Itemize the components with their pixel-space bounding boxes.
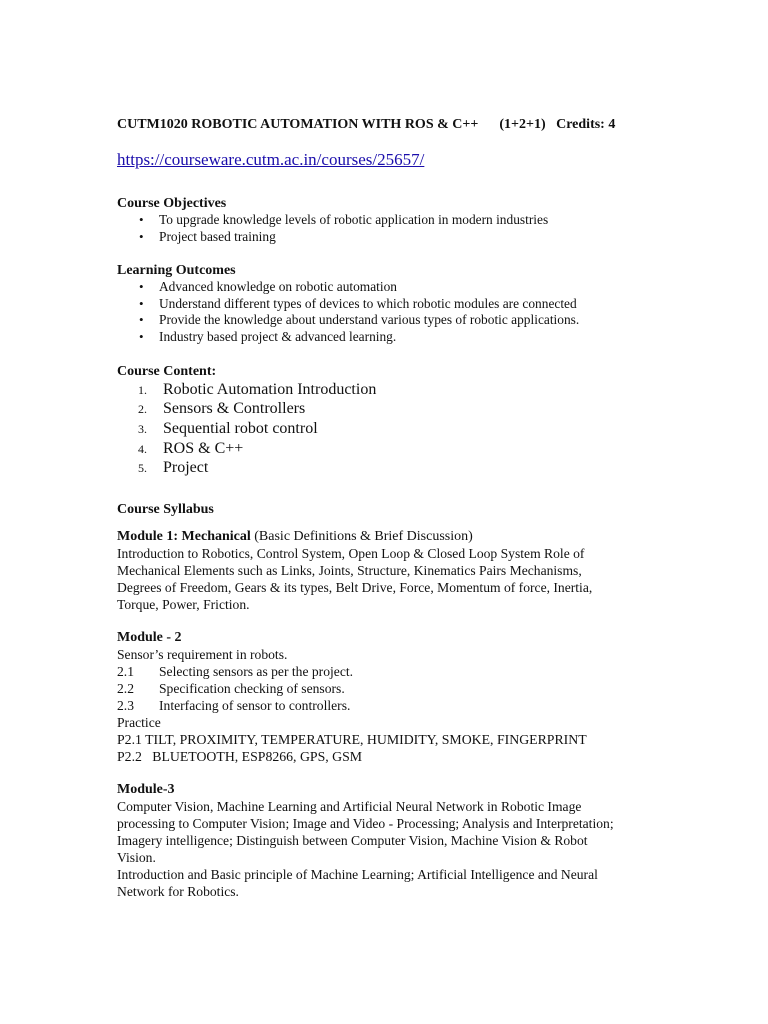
module-1-title-bold: Module 1: Mechanical [117,529,251,544]
list-item: • Industry based project & advanced learning. [159,329,647,346]
content-heading: Course Content: [117,363,217,379]
module-3-title [117,781,647,798]
module-3-line: Introduction and Basic principle of Machine Learning; Artificial Intelligence and Neural [117,867,598,882]
sub-item-text: Selecting sensors as per the project. [159,664,354,679]
module-3-title-bold: Module-3 [117,782,175,797]
module-2 [117,629,647,765]
list-item [117,420,647,440]
sub-item-number: 2.1 [117,664,134,679]
module-1-line: Torque, Power, Friction. [117,597,250,612]
module-2-title [117,629,647,646]
course-url-link[interactable]: https://courseware.cutm.ac.in/courses/25657/ [117,150,425,169]
module-2-sub-item [117,697,647,714]
practice-line: P2.2 BLUETOOTH, ESP8266, GPS, GSM [117,749,363,764]
module-3-line: Imagery intelligence; Distinguish between Computer Vision, Machine Vision & Robot [117,833,588,848]
list-item: • To upgrade knowledge levels of robotic application in modern industries [159,212,647,229]
list-item: • Provide the knowledge about understand various types of robotic applications. [159,312,647,329]
list-item: • Project based training [159,229,647,246]
sub-item-text: Specification checking of sensors. [159,681,345,696]
practice-label: Practice [117,715,161,730]
list-text: Robotic Automation Introduction [163,380,377,398]
list-item [117,400,647,420]
module-1-line: Degrees of Freedom, Gears & its types, Belt Drive, Force, Momentum of force, Inertia, [117,580,593,595]
list-text: Sequential robot control [163,419,318,437]
module-1-line: Introduction to Robotics, Control System, Open Loop & Closed Loop System Role of [117,546,585,561]
objectives-list [117,212,647,245]
list-number: 5. [138,461,147,476]
list-item [117,440,647,460]
outcomes-heading: Learning Outcomes [117,263,236,279]
objectives-heading: Course Objectives [117,196,227,211]
syllabus-heading: Course Syllabus [117,502,214,517]
module-3-line: Network for Robotics. [117,884,239,899]
module-1-title-rest: (Basic Definitions & Brief Discussion) [250,529,473,544]
list-item: • Understand different types of devices to which robotic modules are connected [159,296,647,313]
list-text: Project [163,459,209,477]
module-1-line: Mechanical Elements such as Links, Joints, Structure, Kinematics Pairs Mechanisms, [117,563,582,578]
module-2-sub-item [117,663,647,680]
sub-item-number: 2.3 [117,698,134,713]
module-2-sub-item [117,680,647,697]
module-3-line: Vision. [117,850,156,865]
list-item [117,381,647,401]
module-2-title-bold: Module - 2 [117,630,182,645]
module-3-line: processing to Computer Vision; Image and Video - Processing; Analysis and Interpretation; [117,816,614,831]
list-number: 4. [138,441,147,456]
module-2-intro: Sensor’s requirement in robots. [117,647,288,662]
module-1-title [117,528,647,545]
list-item [117,459,647,479]
content-list [117,381,647,479]
practice-line: P2.1 TILT, PROXIMITY, TEMPERATURE, HUMIDITY, SMOKE, FINGERPRINT [117,732,587,747]
list-text: Sensors & Controllers [163,400,306,418]
module-1 [117,528,647,613]
list-text: ROS & C++ [163,439,244,457]
document-page [117,116,647,900]
course-title: CUTM1020 ROBOTIC AUTOMATION WITH ROS & C++ (1+2+1) Credits: 4 [117,117,616,132]
list-number: 2. [138,402,147,417]
module-3 [117,781,647,900]
sub-item-text: Interfacing of sensor to controllers. [159,698,351,713]
list-number: 1. [138,382,147,397]
module-3-line: Computer Vision, Machine Learning and Artificial Neural Network in Robotic Image [117,799,582,814]
list-number: 3. [138,421,147,436]
outcomes-list [117,279,647,345]
sub-item-number: 2.2 [117,681,134,696]
list-item: • Advanced knowledge on robotic automation [159,279,647,296]
